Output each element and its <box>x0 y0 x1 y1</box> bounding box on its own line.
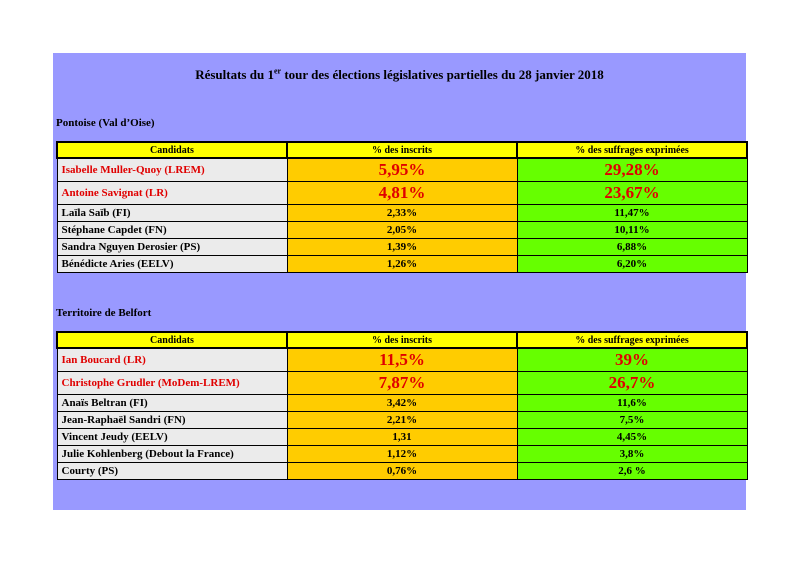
table-row <box>57 222 747 239</box>
candidate-name: Anaïs Beltran (FI) <box>57 395 287 412</box>
table-row <box>57 239 747 256</box>
inscrits-value: 4,81% <box>287 182 517 205</box>
suffrages-value: 11,47% <box>517 205 747 222</box>
suffrages-value: 39% <box>517 348 747 372</box>
candidate-name: Julie Kohlenberg (Debout la France) <box>57 446 287 463</box>
inscrits-value: 7,87% <box>287 372 517 395</box>
suffrages-value: 6,20% <box>517 256 747 273</box>
table-row <box>57 429 747 446</box>
suffrages-value: 23,67% <box>517 182 747 205</box>
header-candidats: Candidats <box>57 142 287 158</box>
table-row <box>57 158 747 182</box>
header-inscrits: % des inscrits <box>287 142 517 158</box>
candidate-name: Stéphane Capdet (FN) <box>57 222 287 239</box>
results-table-pontoise <box>56 141 748 273</box>
table-header-row <box>57 332 747 348</box>
table-header-row <box>57 142 747 158</box>
candidate-name: Sandra Nguyen Derosier (PS) <box>57 239 287 256</box>
suffrages-value: 26,7% <box>517 372 747 395</box>
inscrits-value: 2,21% <box>287 412 517 429</box>
suffrages-value: 6,88% <box>517 239 747 256</box>
suffrages-value: 2,6 % <box>517 463 747 480</box>
title-prefix: Résultats du 1 <box>195 67 274 82</box>
suffrages-value: 10,11% <box>517 222 747 239</box>
candidate-name: Laïla Saïb (FI) <box>57 205 287 222</box>
header-candidats: Candidats <box>57 332 287 348</box>
suffrages-value: 3,8% <box>517 446 747 463</box>
candidate-name: Courty (PS) <box>57 463 287 480</box>
inscrits-value: 11,5% <box>287 348 517 372</box>
suffrages-value: 4,45% <box>517 429 747 446</box>
table-row <box>57 256 747 273</box>
header-suffrages: % des suffrages exprimées <box>517 142 747 158</box>
inscrits-value: 5,95% <box>287 158 517 182</box>
results-panel <box>53 53 746 510</box>
candidate-name: Jean-Raphaël Sandri (FN) <box>57 412 287 429</box>
candidate-name: Vincent Jeudy (EELV) <box>57 429 287 446</box>
table-row <box>57 395 747 412</box>
section-label-belfort: Territoire de Belfort <box>56 307 152 319</box>
results-table-belfort <box>56 331 748 480</box>
table-row <box>57 182 747 205</box>
inscrits-value: 0,76% <box>287 463 517 480</box>
candidate-name: Antoine Savignat (LR) <box>57 182 287 205</box>
table-row <box>57 446 747 463</box>
table-row <box>57 348 747 372</box>
inscrits-value: 2,33% <box>287 205 517 222</box>
table-row <box>57 372 747 395</box>
candidate-name: Ian Boucard (LR) <box>57 348 287 372</box>
section-label-pontoise: Pontoise (Val d’Oise) <box>56 117 155 129</box>
candidate-name: Isabelle Muller-Quoy (LREM) <box>57 158 287 182</box>
table-row <box>57 463 747 480</box>
table-row <box>57 412 747 429</box>
inscrits-value: 1,31 <box>287 429 517 446</box>
header-inscrits: % des inscrits <box>287 332 517 348</box>
title-suffix: tour des élections législatives partielles du 28 janvier 2018 <box>281 67 604 82</box>
inscrits-value: 1,26% <box>287 256 517 273</box>
page-title <box>53 67 746 83</box>
title-superscript: er <box>273 66 282 76</box>
suffrages-value: 29,28% <box>517 158 747 182</box>
inscrits-value: 3,42% <box>287 395 517 412</box>
suffrages-value: 7,5% <box>517 412 747 429</box>
candidate-name: Bénédicte Aries (EELV) <box>57 256 287 273</box>
table-row <box>57 205 747 222</box>
inscrits-value: 1,12% <box>287 446 517 463</box>
inscrits-value: 2,05% <box>287 222 517 239</box>
candidate-name: Christophe Grudler (MoDem-LREM) <box>57 372 287 395</box>
inscrits-value: 1,39% <box>287 239 517 256</box>
suffrages-value: 11,6% <box>517 395 747 412</box>
header-suffrages: % des suffrages exprimées <box>517 332 747 348</box>
